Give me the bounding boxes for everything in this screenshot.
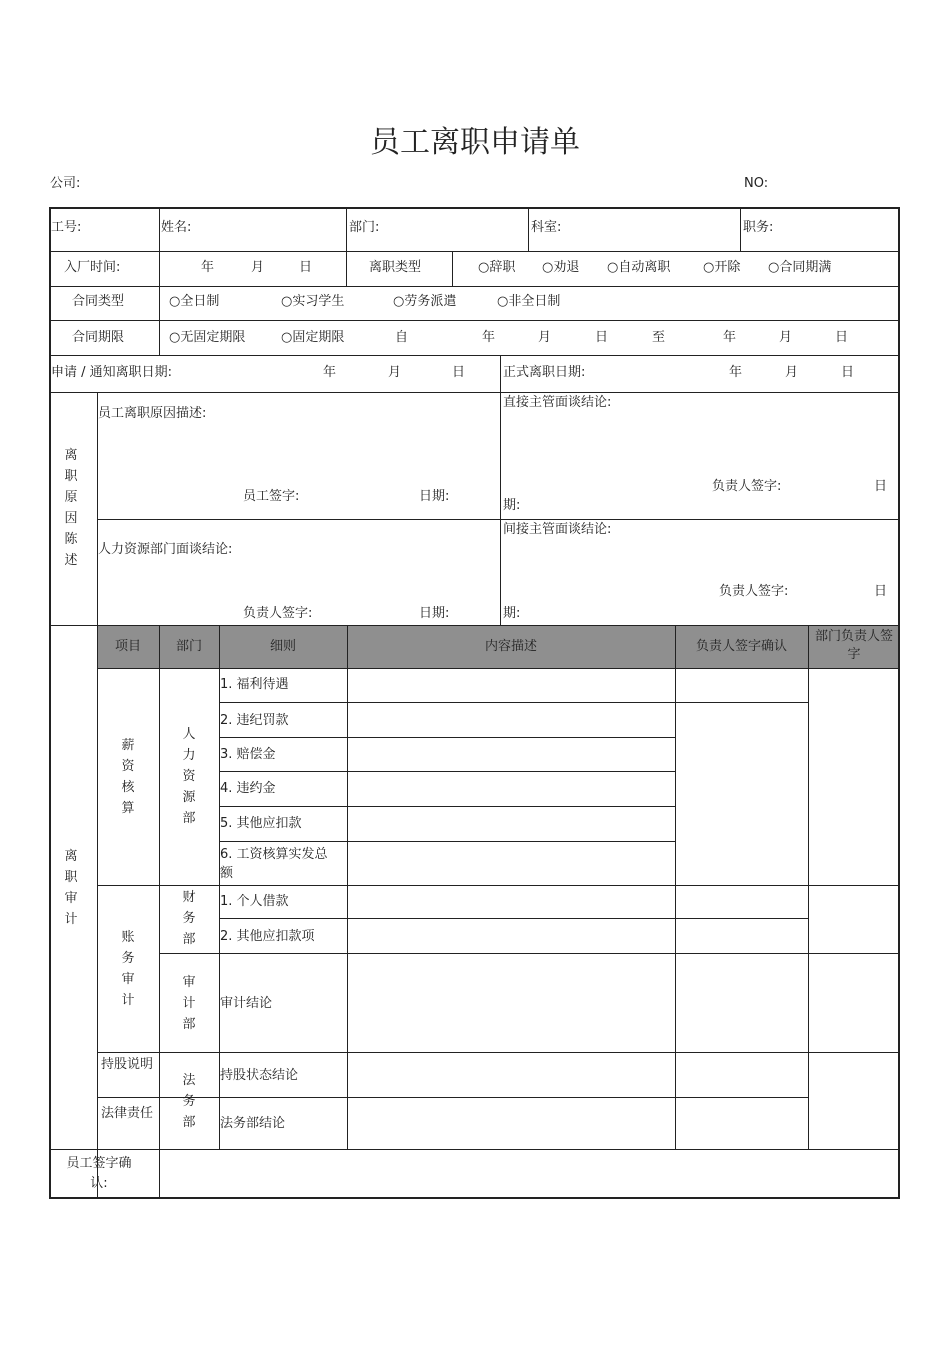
rule <box>159 207 160 251</box>
salary-item-penalty: 2. 违纪罚款 <box>220 713 289 728</box>
stock-label: 持股说明 <box>100 1057 153 1072</box>
rule <box>219 1097 808 1098</box>
header-dept-head-sign: 部门负责人签字 <box>814 629 893 662</box>
rule <box>346 207 347 251</box>
option-resign[interactable]: ○辞职 <box>478 260 516 275</box>
header-content: 内容描述 <box>484 639 537 654</box>
option-fixed-term[interactable]: ○固定期限 <box>281 330 345 345</box>
month-label: 月 <box>388 365 402 380</box>
option-self-leave[interactable]: ○自动离职 <box>607 260 671 275</box>
legal-label: 法律责任 <box>100 1106 153 1121</box>
rule <box>219 918 808 919</box>
rule <box>346 251 347 286</box>
legal-dept-label: 法务部 <box>182 1073 196 1130</box>
header-resp-sign: 负责人签字确认 <box>695 639 787 654</box>
month-label: 月 <box>538 330 552 345</box>
period-label: 期: <box>503 606 521 621</box>
header-dept: 部门 <box>175 639 202 654</box>
option-open-ended[interactable]: ○无固定期限 <box>169 330 246 345</box>
leave-type-label: 离职类型 <box>369 260 422 275</box>
name-label: 姓名: <box>161 220 192 235</box>
emp-confirm-label: 员工签字确认: <box>66 1156 132 1191</box>
stock-conclusion-label: 持股状态结论 <box>220 1068 299 1083</box>
dept-label: 部门: <box>349 220 380 235</box>
position-label: 职务: <box>743 220 774 235</box>
rule <box>49 320 900 321</box>
resp-sign-label: 负责人签字: <box>719 584 789 599</box>
rule <box>159 953 900 954</box>
salary-item-total: 6. 工资核算实发总额 <box>220 847 328 881</box>
rule <box>528 207 529 251</box>
rule <box>159 251 160 355</box>
day-label: 日 <box>299 260 313 275</box>
finance-item-loan: 1. 个人借款 <box>220 894 289 909</box>
option-dispatch[interactable]: ○劳务派遣 <box>393 294 457 309</box>
year-label: 年 <box>723 330 737 345</box>
emp-no-label: 工号: <box>51 220 82 235</box>
rule <box>49 286 900 287</box>
rule <box>500 392 501 625</box>
rule <box>49 1149 900 1150</box>
rule <box>97 1097 219 1098</box>
rule <box>49 392 900 393</box>
rule <box>219 806 675 807</box>
year-label: 年 <box>482 330 496 345</box>
day-label: 日 <box>841 365 855 380</box>
reason-side-label: 离职原因陈述 <box>64 448 78 568</box>
finance-dept-label: 财务部 <box>182 890 196 947</box>
option-persuaded[interactable]: ○劝退 <box>542 260 580 275</box>
audit-conclusion-label: 审计结论 <box>220 996 273 1011</box>
rule <box>97 1052 900 1053</box>
day-label: 日 <box>835 330 849 345</box>
join-date-label: 入厂时间: <box>64 260 121 275</box>
rule <box>97 519 900 520</box>
audit-dept-label: 审计部 <box>182 975 196 1032</box>
rule <box>675 625 676 1149</box>
apply-date-label: 申请 / 通知离职日期: <box>51 365 173 380</box>
year-label: 年 <box>323 365 337 380</box>
finance-item-other: 2. 其他应扣款项 <box>220 929 315 944</box>
company-label: 公司: <box>50 176 81 191</box>
to-label: 至 <box>652 330 666 345</box>
rule <box>219 841 675 842</box>
rule <box>347 625 348 1149</box>
contract-type-label: 合同类型 <box>72 294 125 309</box>
formal-date-label: 正式离职日期: <box>503 365 586 380</box>
month-label: 月 <box>251 260 265 275</box>
day-label: 日 <box>595 330 609 345</box>
date-label: 日期: <box>419 606 450 621</box>
salary-item-breach: 4. 违约金 <box>220 781 276 796</box>
table-left-border <box>49 207 51 1198</box>
date-label: 日期: <box>419 489 450 504</box>
direct-manager-label: 直接主管面谈结论: <box>503 395 612 410</box>
rule <box>97 392 98 1197</box>
from-label: 自 <box>395 330 409 345</box>
legal-conclusion-label: 法务部结论 <box>220 1116 286 1131</box>
section-label: 科室: <box>531 220 562 235</box>
rule <box>49 355 900 356</box>
no-label: NO: <box>744 176 769 191</box>
resp-sign-label: 负责人签字: <box>243 606 313 621</box>
form-title: 员工离职申请单 <box>370 125 580 160</box>
header-rule: 细则 <box>269 639 296 654</box>
resp-sign-label: 负责人签字: <box>712 479 782 494</box>
option-intern[interactable]: ○实习学生 <box>281 294 345 309</box>
rule <box>219 771 675 772</box>
table-bottom-border <box>49 1197 900 1199</box>
header-item: 项目 <box>114 639 141 654</box>
salary-item-compensation: 3. 赔偿金 <box>220 747 276 762</box>
hr-dept-label: 人力资源部 <box>182 727 196 826</box>
hr-interview-label: 人力资源部门面谈结论: <box>98 542 233 557</box>
day-label: 日 <box>874 584 888 599</box>
day-label: 日 <box>452 365 466 380</box>
rule <box>49 251 900 252</box>
option-contract-end[interactable]: ○合同期满 <box>768 260 832 275</box>
rule <box>159 625 160 1197</box>
rule <box>500 355 501 392</box>
rule <box>97 668 900 669</box>
option-full-time[interactable]: ○全日制 <box>169 294 220 309</box>
audit-side-label: 离职审计 <box>64 849 78 927</box>
rule <box>219 737 675 738</box>
option-dismissed[interactable]: ○开除 <box>703 260 741 275</box>
rule <box>97 885 900 886</box>
month-label: 月 <box>779 330 793 345</box>
table-top-border <box>49 207 900 209</box>
salary-label: 薪资核算 <box>121 738 135 816</box>
rule <box>452 251 453 286</box>
period-label: 期: <box>503 498 521 513</box>
day-label: 日 <box>874 479 888 494</box>
option-part-time[interactable]: ○非全日制 <box>497 294 561 309</box>
emp-sign-label: 员工签字: <box>243 489 300 504</box>
contract-period-label: 合同期限 <box>72 330 125 345</box>
account-audit-label: 账务审计 <box>121 930 135 1008</box>
indirect-manager-label: 间接主管面谈结论: <box>503 522 612 537</box>
rule <box>808 625 809 1149</box>
salary-item-other: 5. 其他应扣款 <box>220 816 302 831</box>
rule <box>49 625 900 626</box>
salary-item-welfare: 1. 福利待遇 <box>220 677 289 692</box>
month-label: 月 <box>785 365 799 380</box>
year-label: 年 <box>201 260 215 275</box>
rule <box>219 702 808 703</box>
rule <box>740 207 741 251</box>
reason-desc-label: 员工离职原因描述: <box>98 406 207 421</box>
table-right-border <box>898 207 900 1198</box>
year-label: 年 <box>729 365 743 380</box>
